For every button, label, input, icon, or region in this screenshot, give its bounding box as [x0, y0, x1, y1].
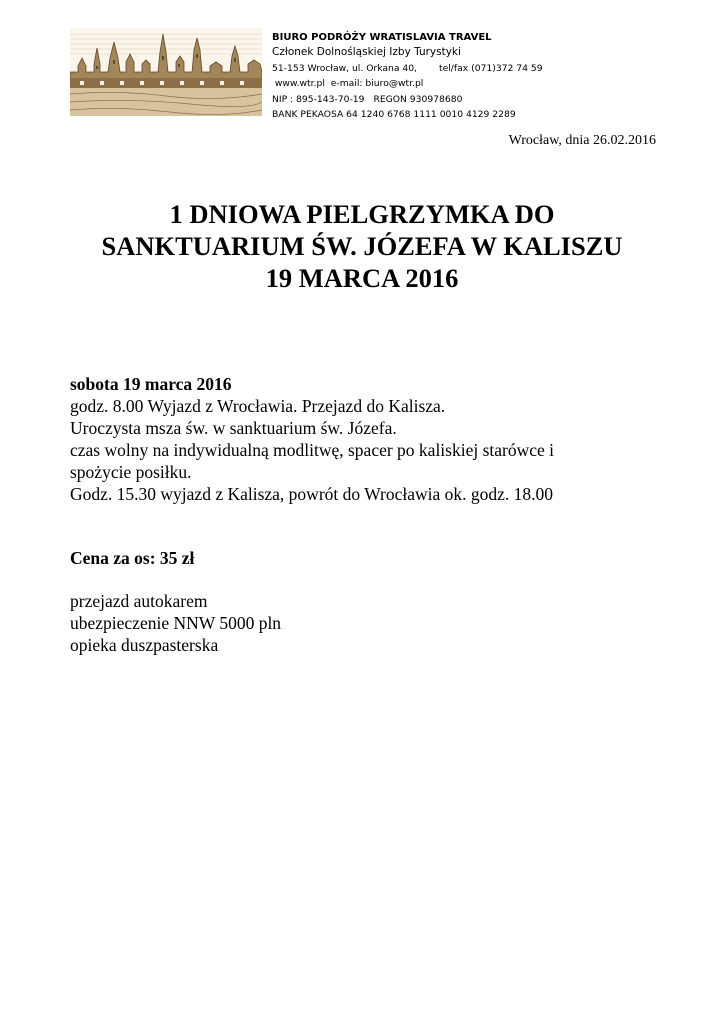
day-heading: sobota 19 marca 2016 — [70, 374, 232, 394]
program-line: Godz. 15.30 wyjazd z Kalisza, powrót do Wrocławia ok. godz. 18.00 — [70, 484, 554, 504]
program-line: Uroczysta msza św. w sanktuarium św. Józefa. — [70, 418, 397, 438]
program-line: spożycie posiłku. — [70, 462, 192, 482]
email-link[interactable]: e-mail: biuro@wtr.pl — [330, 78, 424, 90]
tax-ids-line — [272, 92, 543, 107]
web-email-line — [272, 76, 543, 91]
website-link[interactable]: www.wtr.pl — [274, 78, 325, 90]
bank-account: BANK PEKAOSA 64 1240 6768 1111 0010 4129 2289 — [272, 109, 516, 121]
agency-header — [272, 30, 543, 122]
regon-number: REGON 930978680 — [373, 93, 463, 105]
price-line: Cena za os: 35 zł — [70, 548, 195, 568]
program-line: czas wolny na indywidualną modlitwę, spacer po kaliskiej starówce i — [70, 440, 555, 460]
address-line — [272, 61, 543, 76]
program-section — [70, 373, 670, 505]
includes-item: przejazd autokarem — [70, 591, 208, 611]
tel-fax: tel/fax (071)372 74 59 — [438, 62, 543, 74]
document-date: Wrocław, dnia 26.02.2016 — [508, 133, 656, 148]
street-address: 51-153 Wrocław, ul. Orkana 40, — [272, 62, 417, 74]
page-title — [0, 198, 724, 294]
title-line-2: SANKTUARIUM ŚW. JÓZEFA W KALISZU — [101, 231, 623, 261]
program-line: godz. 8.00 Wyjazd z Wrocławia. Przejazd do Kalisza. — [70, 396, 446, 416]
city-panorama-logo — [70, 28, 262, 116]
title-line-3: 19 MARCA 2016 — [265, 263, 459, 293]
company-name: BIURO PODRÓŻY WRATISLAVIA TRAVEL — [272, 32, 492, 43]
nip-number: NIP : 895-143-70-19 — [272, 93, 365, 105]
includes-item: opieka duszpasterska — [70, 635, 219, 655]
includes-item: ubezpieczenie NNW 5000 pln — [70, 613, 282, 633]
title-line-1: 1 DNIOWA PIELGRZYMKA DO — [169, 199, 555, 229]
membership-line: Członek Dolnośląskiej Izby Turystyki — [272, 46, 461, 59]
includes-list — [70, 590, 281, 656]
